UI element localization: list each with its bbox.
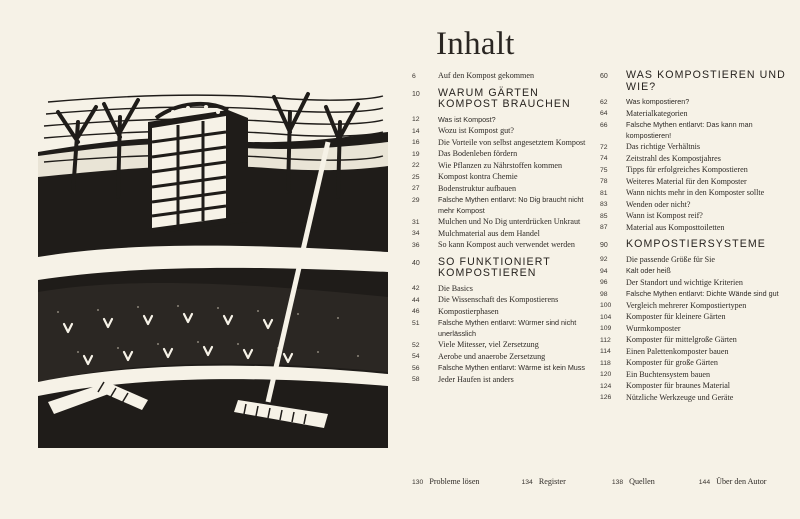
toc-page-number: 56: [412, 364, 420, 372]
toc-entry-title: Das richtige Verhältnis: [626, 142, 701, 151]
toc-entry-title: Die passende Größe für Sie: [626, 254, 716, 264]
toc-page-number: 87: [600, 224, 608, 231]
toc-entry-title: So kann Kompost auch verwendet werden: [438, 240, 575, 249]
toc-page-number: 6: [412, 72, 416, 80]
toc-entry: [412, 137, 590, 149]
toc-entry-title: Mulchen und No Dig unterdrücken Unkraut: [438, 217, 581, 226]
toc-entry-title: Zeitstrahl des Kompostjahres: [626, 153, 721, 163]
toc-page-number: 51: [412, 319, 420, 327]
toc-entry-title: Was ist Kompost?: [438, 114, 496, 124]
linocut-illustration: [38, 82, 388, 448]
toc-back-matter-entry: [521, 476, 565, 488]
toc-entry: [600, 119, 786, 141]
toc-entry: [600, 369, 786, 381]
toc-entry: [412, 306, 590, 318]
toc-page-number: 94: [600, 267, 608, 275]
toc-entry-title: Weiteres Material für den Komposter: [626, 176, 747, 186]
toc-entry: [412, 228, 590, 240]
toc-entry: [412, 114, 590, 126]
toc-page-number: 118: [600, 359, 611, 367]
toc-page-number: 83: [600, 201, 608, 208]
toc-entry-title: Mulchmaterial aus dem Handel: [438, 228, 540, 238]
toc-page-number: 42: [412, 285, 420, 292]
toc-page-number: 52: [412, 341, 420, 349]
toc-page-number: 54: [412, 353, 420, 360]
toc-entry-title: Auf den Kompost gekommen: [438, 71, 534, 80]
toc-entry-title: Materialkategorien: [626, 108, 688, 118]
toc-entry-title: SO FUNKTIONIERT KOMPOSTIEREN: [438, 255, 551, 279]
toc-page-number: 85: [600, 212, 608, 220]
toc-entry-title: Kalt oder heiß: [626, 266, 671, 275]
toc-page-number: 130: [412, 478, 424, 486]
toc-page-number: 19: [412, 150, 420, 158]
toc-left-column: [412, 70, 590, 385]
toc-entry-title: Wozu ist Kompost gut?: [438, 126, 515, 135]
toc-page-number: 60: [600, 73, 608, 80]
toc-page-number: 40: [412, 259, 420, 267]
toc-chapter-heading: [600, 70, 786, 96]
toc-page-number: 36: [412, 241, 420, 249]
toc-entry-title: Probleme lösen: [429, 477, 480, 486]
toc-page-number: 124: [600, 382, 612, 390]
toc-back-matter-entry: [412, 476, 479, 488]
toc-entry: [600, 357, 786, 369]
toc-entry: [600, 176, 786, 188]
toc-page-number: 62: [600, 98, 608, 106]
toc-entry-title: Komposter für mittelgroße Gärten: [626, 335, 737, 344]
toc-entry: [412, 160, 590, 172]
compost-garden-illustration: [38, 82, 388, 448]
toc-entry-title: Bodenstruktur aufbauen: [438, 183, 516, 193]
toc-entry-title: Was kompostieren?: [626, 97, 690, 106]
toc-entry: [600, 288, 786, 300]
toc-entry-title: WAS KOMPOSTIEREN UND WIE?: [626, 69, 786, 93]
toc-entry-title: Falsche Mythen entlarvt: No Dig braucht nicht mehr Kompost: [438, 195, 584, 215]
toc-page-number: 81: [600, 189, 608, 197]
toc-page-number: 112: [600, 336, 611, 344]
toc-back-matter-entry: [699, 476, 767, 488]
toc-entry: [412, 283, 590, 295]
toc-entry-title: WARUM GÄRTEN KOMPOST BRAUCHEN: [438, 86, 571, 110]
toc-entry-title: Falsche Mythen entlarvt: Wärme ist kein Muss: [438, 363, 585, 372]
toc-entry-title: Falsche Mythen entlarvt: Dichte Wände sind gut: [626, 289, 779, 298]
toc-entry: [412, 216, 590, 228]
toc-entry: [600, 164, 786, 176]
page-title: Inhalt: [436, 26, 515, 62]
toc-entry: [412, 70, 590, 82]
toc-entry: [412, 183, 590, 195]
toc-entry: [600, 392, 786, 404]
toc-entry: [412, 374, 590, 386]
toc-entry: [600, 265, 786, 277]
toc-entry-title: Wie Pflanzen zu Nährstoffen kommen: [438, 160, 563, 170]
toc-page-number: 66: [600, 121, 608, 129]
toc-entry: [412, 351, 590, 363]
toc-entry: [600, 346, 786, 358]
toc-entry-title: Falsche Mythen entlarvt: Das kann man kompostieren!: [626, 120, 753, 140]
toc-entry-title: Die Wissenschaft des Kompostierens: [438, 295, 559, 304]
toc-entry: [600, 153, 786, 165]
toc-chapter-heading: [412, 88, 590, 114]
toc-page-number: 114: [600, 348, 611, 355]
toc-page-number: 29: [412, 196, 420, 204]
toc-entry: [412, 339, 590, 351]
toc-entry-title: Die Basics: [438, 283, 473, 293]
toc-page-number: 92: [600, 256, 608, 263]
toc-entry-title: Komposter für braunes Material: [626, 381, 731, 390]
toc-entry-title: Register: [538, 477, 566, 486]
toc-entry-title: Vergleich mehrerer Kompostiertypen: [626, 300, 747, 310]
toc-right-column: [600, 70, 786, 403]
toc-entry: [600, 277, 786, 289]
toc-entry-title: Wenden oder nicht?: [626, 199, 691, 209]
toc-entry: [412, 125, 590, 137]
toc-page-number: 10: [412, 90, 420, 98]
toc-entry: [600, 254, 786, 266]
toc-entry: [412, 317, 590, 339]
toc-entry-title: Falsche Mythen entlarvt: Würmer sind nicht unerlässlich: [438, 318, 577, 338]
toc-page-number: 44: [412, 296, 420, 304]
toc-entry: [600, 210, 786, 222]
toc-entry-title: Aerobe und anaerobe Zersetzung: [438, 351, 546, 361]
toc-page-number: 74: [600, 155, 608, 162]
toc-entry: [600, 222, 786, 234]
toc-entry: [600, 187, 786, 199]
toc-page-number: 98: [600, 290, 608, 298]
toc-page-number: 46: [412, 308, 420, 315]
toc-entry-title: Komposter für große Gärten: [626, 358, 718, 367]
toc-page-number: 104: [600, 313, 612, 321]
toc-entry-title: Wann ist Kompost reif?: [626, 211, 703, 220]
toc-entry-title: Quellen: [629, 477, 655, 486]
toc-page-number: 120: [600, 371, 612, 378]
toc-page-number: 109: [600, 325, 612, 332]
toc-entry-title: Tipps für erfolgreiches Kompostieren: [626, 165, 748, 174]
toc-entry: [600, 300, 786, 312]
toc-entry: [600, 96, 786, 108]
toc-page-number: 78: [600, 178, 608, 185]
toc-entry: [412, 239, 590, 251]
toc-page-number: 144: [698, 478, 711, 486]
toc-page-number: 12: [412, 116, 420, 123]
toc-entry: [600, 108, 786, 120]
toc-entry: [600, 334, 786, 346]
toc-bottom-row: [412, 476, 766, 488]
toc-entry: [412, 294, 590, 306]
toc-page-number: 134: [521, 478, 533, 486]
toc-page-number: 31: [412, 218, 420, 226]
toc-chapter-heading: [412, 257, 590, 283]
toc-entry-title: KOMPOSTIERSYSTEME: [626, 238, 766, 250]
toc-entry-title: Wann nichts mehr in den Komposter sollte: [626, 188, 765, 197]
toc-page-number: 25: [412, 173, 420, 181]
toc-entry-title: Kompost kontra Chemie: [438, 172, 518, 181]
toc-page-number: 58: [412, 376, 420, 383]
toc-entry-title: Viele Mitesser, viel Zersetzung: [438, 340, 539, 349]
toc-page-number: 75: [600, 166, 608, 174]
toc-entry-title: Komposter für kleinere Gärten: [626, 312, 726, 321]
toc-entry-title: Der Standort und wichtige Kriterien: [626, 277, 743, 287]
toc-entry-title: Das Bodenleben fördern: [438, 149, 518, 158]
toc-page-number: 22: [412, 162, 420, 169]
toc-entry: [600, 323, 786, 335]
toc-entry-title: Material aus Komposttoiletten: [626, 222, 725, 232]
toc-entry: [600, 141, 786, 153]
toc-entry-title: Ein Buchtensystem bauen: [626, 369, 711, 379]
toc-entry: [600, 199, 786, 211]
toc-entry: [412, 362, 590, 374]
toc-entry: [412, 171, 590, 183]
toc-entry-title: Einen Palettenkomposter bauen: [626, 346, 729, 356]
toc-entry-title: Wurmkomposter: [626, 323, 681, 333]
toc-entry: [600, 311, 786, 323]
toc-page-number: 90: [600, 242, 608, 249]
toc-entry-title: Kompostierphasen: [438, 306, 499, 316]
toc-page-number: 138: [611, 478, 624, 486]
toc-entry-title: Nützliche Werkzeuge und Geräte: [626, 392, 734, 402]
toc-back-matter-entry: [612, 476, 655, 488]
toc-chapter-heading: [600, 239, 786, 254]
toc-page-number: 96: [600, 279, 608, 286]
toc-page-number: 34: [412, 230, 420, 237]
toc-page-number: 64: [600, 110, 608, 117]
toc-entry-title: Jeder Haufen ist anders: [438, 374, 514, 384]
toc-page-number: 16: [412, 139, 420, 146]
toc-page-number: 14: [412, 127, 420, 135]
toc-entry: [600, 380, 786, 392]
toc-page-number: 72: [600, 143, 608, 151]
toc-entry: [412, 194, 590, 216]
toc-entry-title: Über den Autor: [716, 477, 767, 486]
toc-page-number: 27: [412, 185, 420, 192]
toc-entry: [412, 148, 590, 160]
toc-page-number: 126: [600, 394, 612, 401]
toc-entry-title: Die Vorteile von selbst angesetztem Kompost: [438, 137, 586, 147]
toc-page-number: 100: [600, 302, 612, 309]
